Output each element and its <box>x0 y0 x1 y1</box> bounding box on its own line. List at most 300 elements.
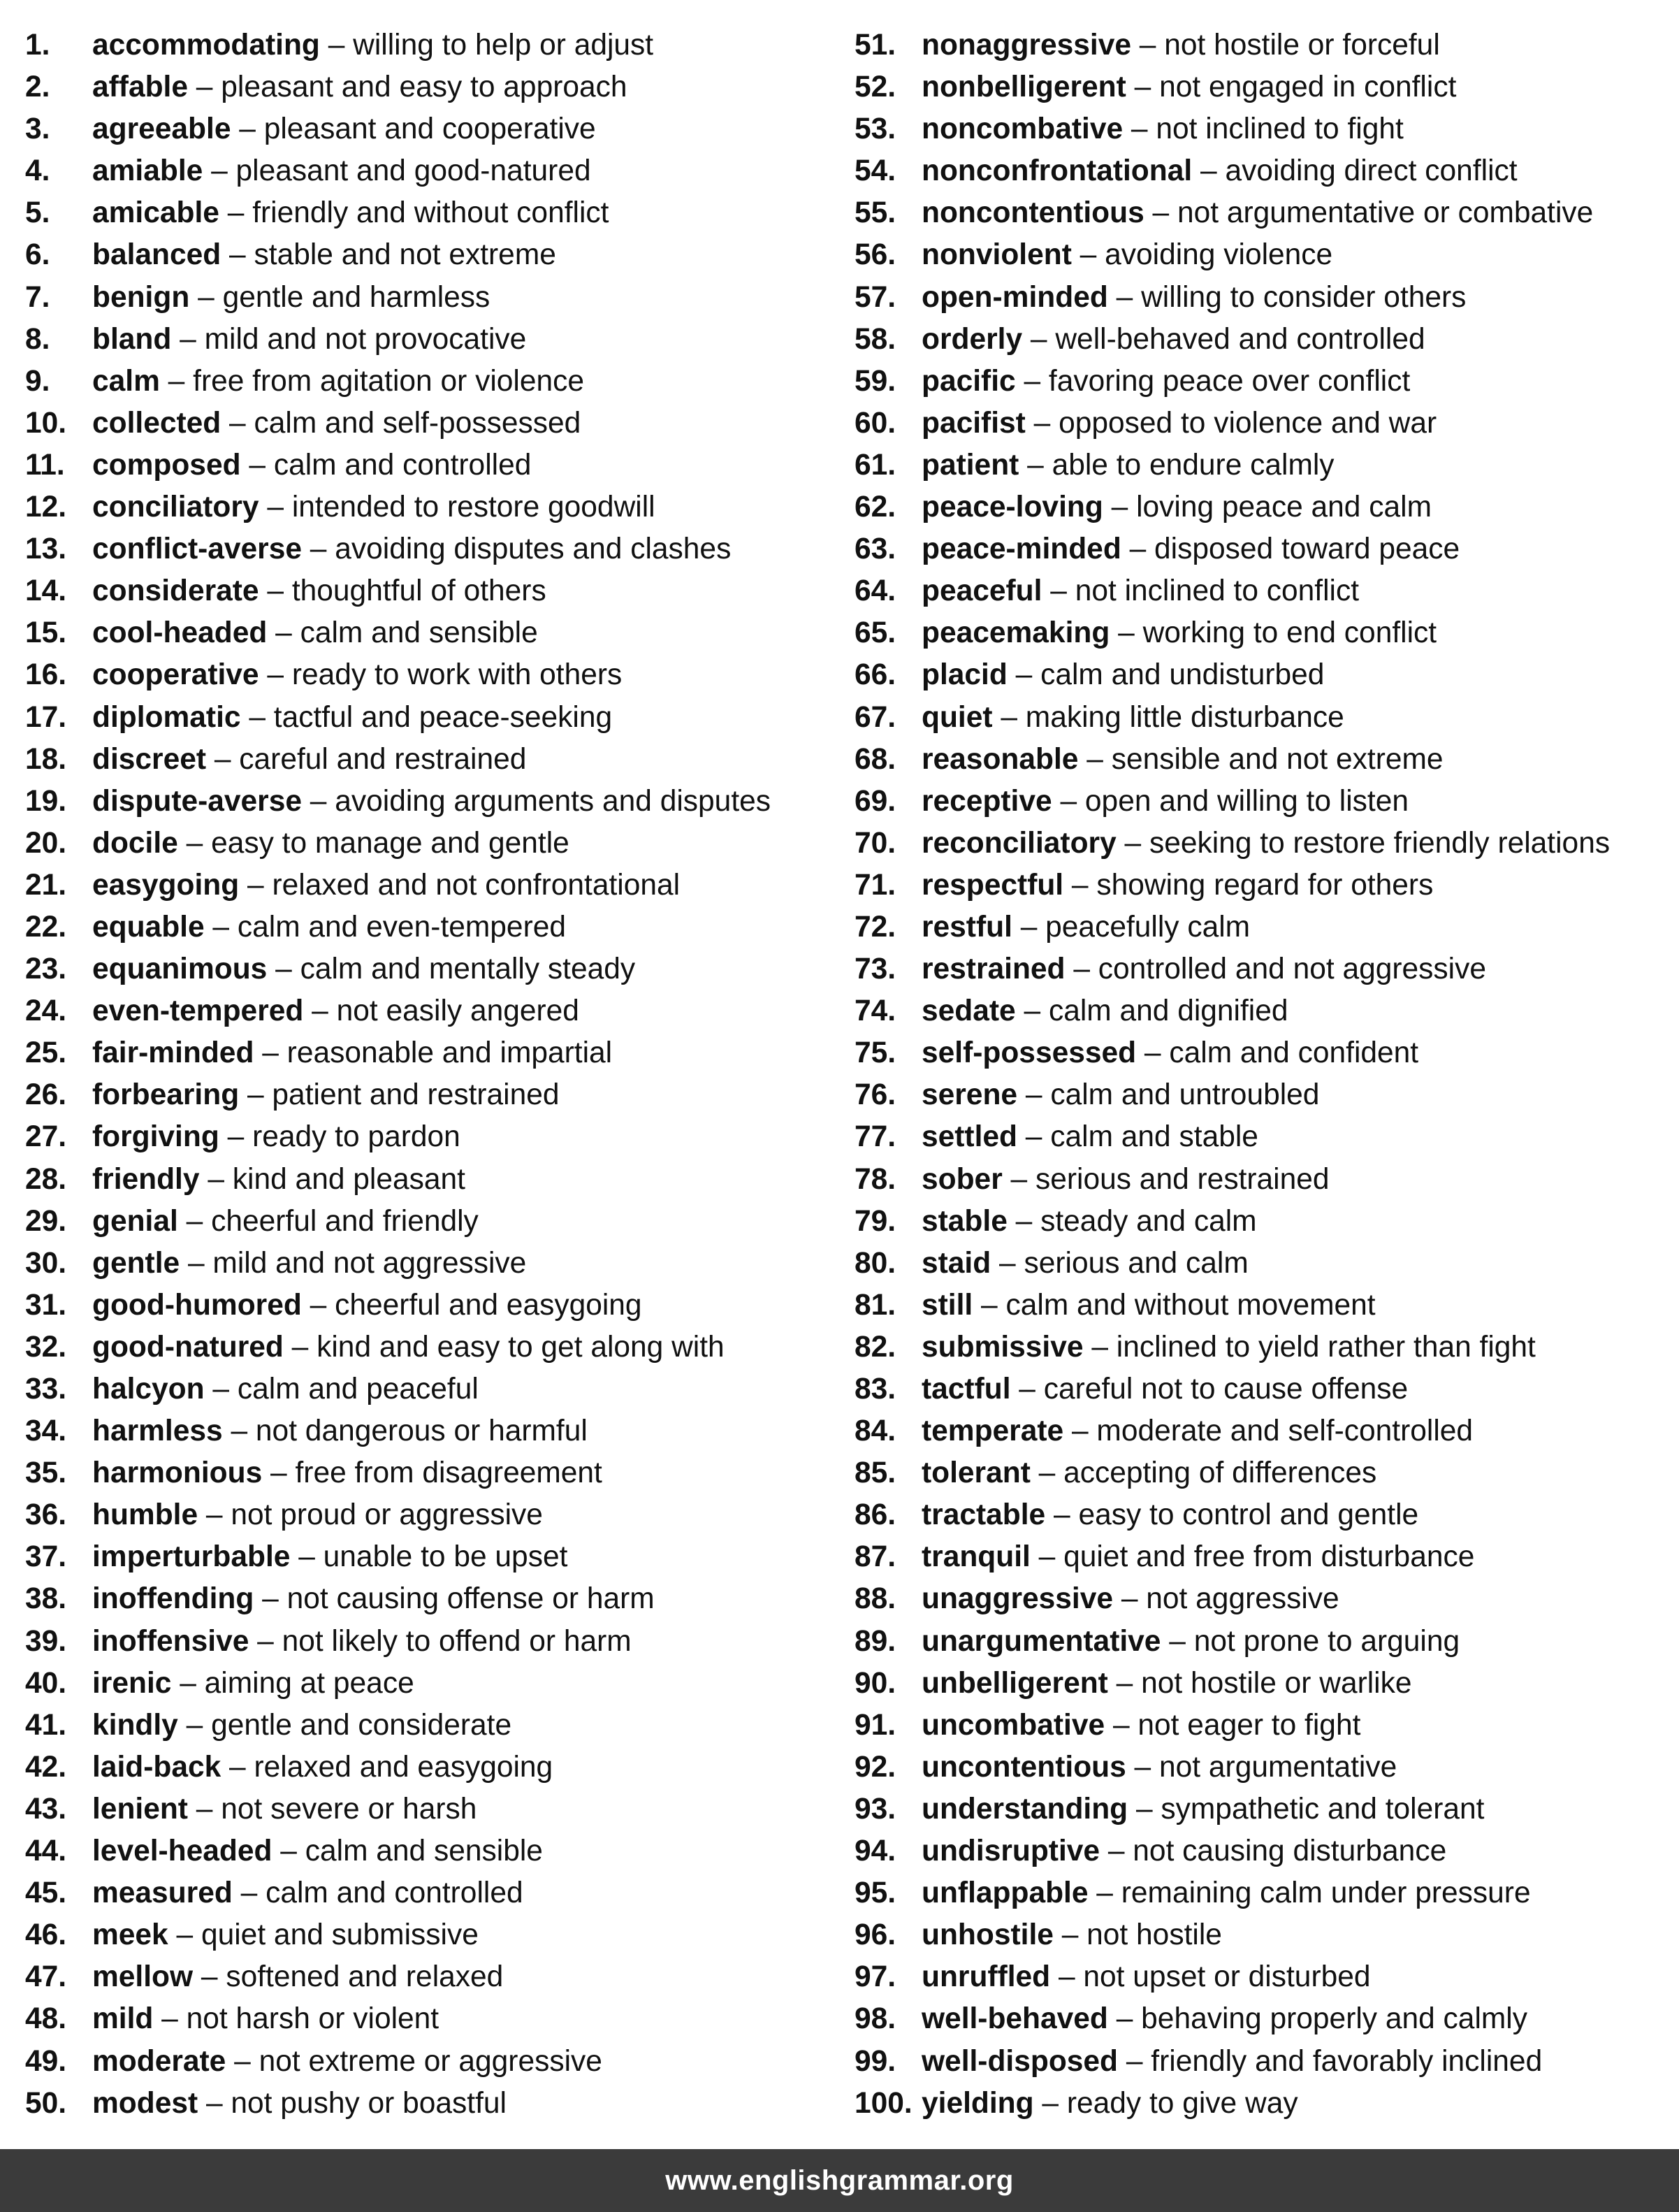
list-item <box>25 528 829 570</box>
item-number: 6. <box>25 238 50 272</box>
list-item <box>855 361 1672 403</box>
item-definition: well-behaved and controlled <box>1055 322 1425 356</box>
item-entry <box>922 1705 1360 1747</box>
list-item <box>855 2041 1672 2083</box>
item-dash: – <box>177 826 212 860</box>
item-number: 95. <box>855 1877 896 1910</box>
item-number: 51. <box>855 29 896 62</box>
list-item <box>855 1494 1672 1536</box>
item-dash: – <box>1118 2044 1151 2078</box>
item-dash: – <box>1010 1373 1044 1405</box>
item-entry <box>92 1159 465 1201</box>
item-dash: – <box>1107 1666 1142 1700</box>
list-item <box>855 1074 1672 1116</box>
list-item <box>855 1452 1672 1494</box>
item-word: peaceful <box>922 574 1042 608</box>
item-entry <box>92 1830 543 1872</box>
list-item <box>855 570 1672 612</box>
list-item <box>25 1663 829 1705</box>
item-number: 98. <box>855 2002 896 2036</box>
item-number: 15. <box>25 616 67 650</box>
item-entry <box>92 1747 553 1788</box>
item-word: imperturbable <box>92 1540 291 1574</box>
item-dash: – <box>171 322 205 356</box>
item-number: 31. <box>25 1288 67 1322</box>
item-entry <box>922 319 1425 361</box>
item-word: still <box>922 1288 973 1322</box>
item-word: lenient <box>92 1792 188 1826</box>
item-definition: careful not to cause offense <box>1043 1373 1409 1405</box>
list-item <box>855 1536 1672 1578</box>
item-number: 67. <box>855 700 896 734</box>
item-word: receptive <box>922 784 1052 818</box>
item-entry <box>922 990 1288 1032</box>
item-definition: behaving properly and calmly <box>1141 2002 1527 2036</box>
item-entry <box>922 781 1409 823</box>
list-item <box>25 444 829 486</box>
item-word: forgiving <box>92 1120 219 1154</box>
item-entry <box>922 486 1432 528</box>
item-word: conflict-averse <box>92 533 302 566</box>
item-definition: peacefully calm <box>1045 910 1251 944</box>
list-item <box>855 948 1672 990</box>
item-number: 68. <box>855 742 896 776</box>
item-definition: not easily angered <box>336 995 579 1028</box>
item-number: 53. <box>855 113 896 146</box>
item-word: peace-loving <box>922 491 1103 524</box>
item-word: inoffensive <box>92 1624 249 1658</box>
item-definition: intended to restore goodwill <box>291 491 655 524</box>
item-word: temperate <box>922 1415 1064 1448</box>
item-number: 12. <box>25 491 67 524</box>
item-dash: – <box>199 1162 233 1196</box>
item-dash: – <box>1012 910 1046 944</box>
item-entry <box>922 1368 1408 1410</box>
list-item <box>25 1116 829 1158</box>
item-definition: pleasant and good-natured <box>235 154 591 188</box>
item-definition: calm and without movement <box>1005 1288 1376 1322</box>
item-word: patient <box>922 448 1019 482</box>
list-item <box>25 570 829 612</box>
list-item <box>855 612 1672 654</box>
item-word: mild <box>92 2002 154 2036</box>
item-word: unflappable <box>922 1877 1089 1910</box>
item-word: calm <box>92 364 160 398</box>
list-item <box>855 1788 1672 1830</box>
item-definition: reasonable and impartial <box>286 1036 613 1070</box>
list-item <box>25 108 829 150</box>
item-word: conciliatory <box>92 491 259 524</box>
item-number: 3. <box>25 113 50 146</box>
item-word: pacific <box>922 364 1016 398</box>
item-entry <box>92 1410 588 1452</box>
item-number: 100. <box>855 2086 913 2120</box>
item-dash: – <box>1025 406 1059 440</box>
item-word: inoffending <box>92 1582 254 1616</box>
item-entry <box>922 654 1324 696</box>
item-definition: not harsh or violent <box>186 2002 439 2036</box>
item-number: 89. <box>855 1624 896 1658</box>
item-number: 9. <box>25 364 50 398</box>
item-dash: – <box>1100 1835 1133 1868</box>
item-word: open-minded <box>922 280 1108 314</box>
item-number: 30. <box>25 1246 67 1280</box>
list-item <box>25 1074 829 1116</box>
item-number: 28. <box>25 1162 67 1196</box>
item-dash: – <box>1019 448 1052 482</box>
item-dash: – <box>221 406 254 440</box>
list-item <box>855 1705 1672 1747</box>
item-number: 80. <box>855 1246 896 1280</box>
item-number: 49. <box>25 2044 67 2078</box>
item-number: 94. <box>855 1835 896 1868</box>
item-entry <box>92 1494 543 1536</box>
item-entry <box>92 1788 477 1830</box>
item-entry <box>92 865 680 906</box>
item-number: 42. <box>25 1750 67 1784</box>
item-definition: calm and confident <box>1169 1036 1419 1070</box>
item-definition: not eager to fight <box>1137 1708 1361 1742</box>
item-definition: mild and not provocative <box>204 322 527 356</box>
list-item <box>25 612 829 654</box>
list-item <box>25 150 829 192</box>
item-dash: – <box>1030 1540 1064 1574</box>
item-definition: free from disagreement <box>295 1456 602 1490</box>
item-entry <box>92 150 591 192</box>
item-word: collected <box>92 406 221 440</box>
item-dash: – <box>219 1120 253 1154</box>
list-item <box>855 1956 1672 1998</box>
item-entry <box>92 612 538 654</box>
item-entry <box>92 1285 642 1327</box>
item-entry <box>922 108 1404 150</box>
item-dash: – <box>171 1666 205 1700</box>
item-definition: calm and sensible <box>300 616 538 650</box>
list-item <box>25 1159 829 1201</box>
item-word: benign <box>92 280 190 314</box>
item-definition: not inclined to fight <box>1156 113 1404 146</box>
item-entry <box>92 108 596 150</box>
item-entry <box>922 1032 1418 1074</box>
item-dash: – <box>1063 1415 1097 1448</box>
item-dash: – <box>1071 238 1105 272</box>
item-word: easygoing <box>92 868 240 902</box>
item-number: 91. <box>855 1708 896 1742</box>
item-entry <box>92 486 655 528</box>
item-number: 11. <box>25 448 65 482</box>
word-list-left-column <box>25 24 829 2125</box>
item-dash: – <box>1042 574 1075 608</box>
list-item <box>25 1705 829 1747</box>
item-number: 81. <box>855 1288 896 1322</box>
item-dash: – <box>1192 154 1226 188</box>
item-word: nonviolent <box>922 238 1072 272</box>
item-dash: – <box>153 2002 187 2036</box>
item-entry <box>922 1452 1376 1494</box>
item-word: yielding <box>922 2086 1034 2120</box>
item-entry <box>92 1201 479 1243</box>
item-dash: – <box>189 280 223 314</box>
list-item <box>25 1830 829 1872</box>
footer-website-link[interactable]: www.englishgrammar.org <box>665 2164 1014 2196</box>
list-item <box>855 444 1672 486</box>
item-definition: tactful and peace-seeking <box>273 700 613 734</box>
item-dash: – <box>973 1288 1006 1322</box>
item-dash: – <box>1078 742 1112 776</box>
list-item <box>855 24 1672 66</box>
item-definition: opposed to violence and war <box>1059 406 1437 440</box>
item-number: 29. <box>25 1204 67 1238</box>
item-number: 86. <box>855 1498 896 1532</box>
item-entry <box>922 361 1410 403</box>
item-definition: unable to be upset <box>323 1540 568 1574</box>
item-number: 71. <box>855 868 896 902</box>
item-definition: gentle and considerate <box>211 1708 512 1742</box>
list-item <box>25 781 829 823</box>
item-dash: – <box>301 1288 335 1322</box>
item-entry <box>922 1788 1484 1830</box>
item-number: 8. <box>25 322 50 356</box>
list-item <box>855 150 1672 192</box>
item-word: noncombative <box>922 113 1124 146</box>
item-definition: patient and restrained <box>272 1078 560 1112</box>
item-dash: – <box>1107 280 1142 314</box>
item-dash: – <box>226 2044 259 2078</box>
item-entry <box>922 612 1437 654</box>
item-word: equanimous <box>92 953 268 986</box>
item-entry <box>92 2083 507 2125</box>
item-dash: – <box>193 1960 226 1994</box>
item-definition: calm and untroubled <box>1050 1078 1320 1112</box>
item-definition: avoiding violence <box>1105 238 1333 272</box>
list-item <box>855 1243 1672 1285</box>
item-number: 73. <box>855 953 896 986</box>
item-word: tolerant <box>922 1456 1031 1490</box>
item-number: 74. <box>855 995 896 1028</box>
list-item <box>25 66 829 108</box>
item-definition: able to endure calmly <box>1052 448 1335 482</box>
item-entry <box>922 948 1486 990</box>
item-entry <box>92 528 731 570</box>
item-dash: – <box>1126 1750 1160 1784</box>
item-word: considerate <box>92 574 259 608</box>
item-word: noncontentious <box>922 196 1144 230</box>
item-entry <box>92 1705 511 1747</box>
item-number: 60. <box>855 406 896 440</box>
list-item <box>25 1410 829 1452</box>
item-dash: – <box>177 1708 212 1742</box>
list-item <box>855 1368 1672 1410</box>
item-definition: not inclined to conflict <box>1075 574 1360 608</box>
item-number: 85. <box>855 1456 896 1490</box>
list-item <box>25 948 829 990</box>
item-entry <box>922 1494 1418 1536</box>
item-word: unbelligerent <box>922 1666 1108 1700</box>
list-item <box>855 1410 1672 1452</box>
item-number: 10. <box>25 406 67 440</box>
item-word: amicable <box>92 196 219 230</box>
item-entry <box>922 444 1335 486</box>
item-dash: – <box>168 1918 201 1952</box>
list-item <box>25 1747 829 1788</box>
item-word: accommodating <box>92 29 320 62</box>
item-word: fair-minded <box>92 1036 254 1070</box>
item-number: 61. <box>855 448 896 482</box>
list-item <box>855 319 1672 361</box>
item-dash: – <box>267 616 300 650</box>
item-word: tactful <box>922 1373 1011 1405</box>
item-definition: sensible and not extreme <box>1111 742 1444 776</box>
item-number: 56. <box>855 238 896 272</box>
item-definition: thoughtful of others <box>291 574 546 608</box>
item-number: 32. <box>25 1330 67 1364</box>
item-word: genial <box>92 1204 178 1238</box>
item-definition: willing to help or adjust <box>353 29 654 62</box>
item-number: 84. <box>855 1415 896 1448</box>
item-word: reconciliatory <box>922 826 1117 860</box>
item-definition: seeking to restore friendly relations <box>1149 826 1611 860</box>
item-entry <box>922 1243 1249 1285</box>
item-entry <box>922 906 1250 948</box>
item-word: orderly <box>922 322 1023 356</box>
list-item <box>855 865 1672 906</box>
item-number: 19. <box>25 784 67 818</box>
item-dash: – <box>259 491 292 524</box>
item-word: restrained <box>922 953 1066 986</box>
list-item <box>25 1032 829 1074</box>
item-entry <box>92 1116 460 1158</box>
item-word: pacifist <box>922 406 1026 440</box>
list-item <box>25 990 829 1032</box>
item-word: well-behaved <box>922 2002 1108 2036</box>
list-item <box>25 1914 829 1956</box>
item-number: 75. <box>855 1036 896 1070</box>
item-number: 97. <box>855 1960 896 1994</box>
item-definition: calm and undisturbed <box>1040 658 1325 692</box>
list-item <box>25 1201 829 1243</box>
list-item <box>25 192 829 234</box>
item-dash: – <box>1065 953 1098 986</box>
list-item <box>855 1747 1672 1788</box>
item-definition: showing regard for others <box>1096 868 1434 902</box>
list-item <box>855 1872 1672 1914</box>
item-number: 38. <box>25 1582 67 1616</box>
item-number: 22. <box>25 910 67 944</box>
item-dash: – <box>1107 2002 1142 2036</box>
item-definition: ready to give way <box>1066 2086 1298 2120</box>
item-dash: – <box>249 1624 282 1658</box>
item-entry <box>92 1914 479 1956</box>
item-definition: kind and easy to get along with <box>317 1330 725 1364</box>
item-definition: aiming at peace <box>204 1666 414 1700</box>
item-dash: – <box>206 742 240 776</box>
item-dash: – <box>1083 1330 1117 1364</box>
item-word: affable <box>92 71 188 104</box>
item-number: 43. <box>25 1792 67 1826</box>
item-entry <box>922 1159 1330 1201</box>
item-definition: not hostile or warlike <box>1141 1666 1412 1700</box>
item-number: 62. <box>855 491 896 524</box>
item-dash: – <box>1007 658 1041 692</box>
item-entry <box>922 1410 1473 1452</box>
item-word: serene <box>922 1078 1018 1112</box>
item-word: humble <box>92 1498 198 1532</box>
list-item <box>25 1621 829 1663</box>
item-number: 63. <box>855 533 896 566</box>
item-number: 17. <box>25 700 67 734</box>
item-dash: – <box>1121 533 1155 566</box>
list-item <box>25 2083 829 2125</box>
item-dash: – <box>180 1246 213 1280</box>
item-dash: – <box>1033 2086 1067 2120</box>
item-definition: making little disturbance <box>1025 700 1344 734</box>
item-dash: – <box>290 1540 324 1574</box>
item-number: 7. <box>25 280 50 314</box>
item-definition: serious and calm <box>1024 1246 1249 1280</box>
item-number: 16. <box>25 658 67 692</box>
item-number: 50. <box>25 2086 67 2120</box>
item-dash: – <box>198 1498 231 1532</box>
item-word: agreeable <box>92 113 231 146</box>
item-number: 21. <box>25 868 67 902</box>
item-entry <box>92 1998 439 2040</box>
item-definition: mild and not aggressive <box>212 1246 527 1280</box>
list-item <box>855 486 1672 528</box>
item-dash: – <box>1017 1078 1051 1112</box>
item-definition: calm and mentally steady <box>300 953 636 986</box>
item-word: cooperative <box>92 658 259 692</box>
item-dash: – <box>1105 1708 1138 1742</box>
item-number: 36. <box>25 1498 67 1532</box>
list-item <box>25 234 829 276</box>
item-word: irenic <box>92 1666 172 1700</box>
item-dash: – <box>177 1204 212 1238</box>
item-word: harmonious <box>92 1456 263 1490</box>
item-number: 58. <box>855 322 896 356</box>
item-entry <box>92 1621 632 1663</box>
item-dash: – <box>222 1415 256 1448</box>
item-dash: – <box>221 238 254 272</box>
item-number: 44. <box>25 1835 67 1868</box>
item-word: submissive <box>922 1330 1084 1364</box>
list-item <box>25 823 829 865</box>
item-dash: – <box>1103 491 1137 524</box>
item-definition: calm and controlled <box>266 1877 523 1910</box>
item-entry <box>922 150 1518 192</box>
item-dash: – <box>1128 1792 1161 1826</box>
list-item <box>855 1327 1672 1368</box>
item-entry <box>92 1243 526 1285</box>
item-number: 65. <box>855 616 896 650</box>
list-item <box>855 1032 1672 1074</box>
item-definition: inclined to yield rather than fight <box>1116 1330 1536 1364</box>
item-word: even-tempered <box>92 995 304 1028</box>
item-entry <box>922 1872 1531 1914</box>
item-entry <box>922 192 1593 234</box>
item-word: unaggressive <box>922 1582 1114 1616</box>
item-number: 54. <box>855 154 896 188</box>
item-word: meek <box>92 1918 168 1952</box>
item-word: laid-back <box>92 1750 221 1784</box>
item-entry <box>92 781 771 823</box>
item-entry <box>92 66 627 108</box>
list-item <box>855 1116 1672 1158</box>
item-number: 45. <box>25 1877 67 1910</box>
item-entry <box>922 2041 1542 2083</box>
item-word: uncombative <box>922 1708 1105 1742</box>
item-dash: – <box>240 448 274 482</box>
item-dash: – <box>231 113 264 146</box>
